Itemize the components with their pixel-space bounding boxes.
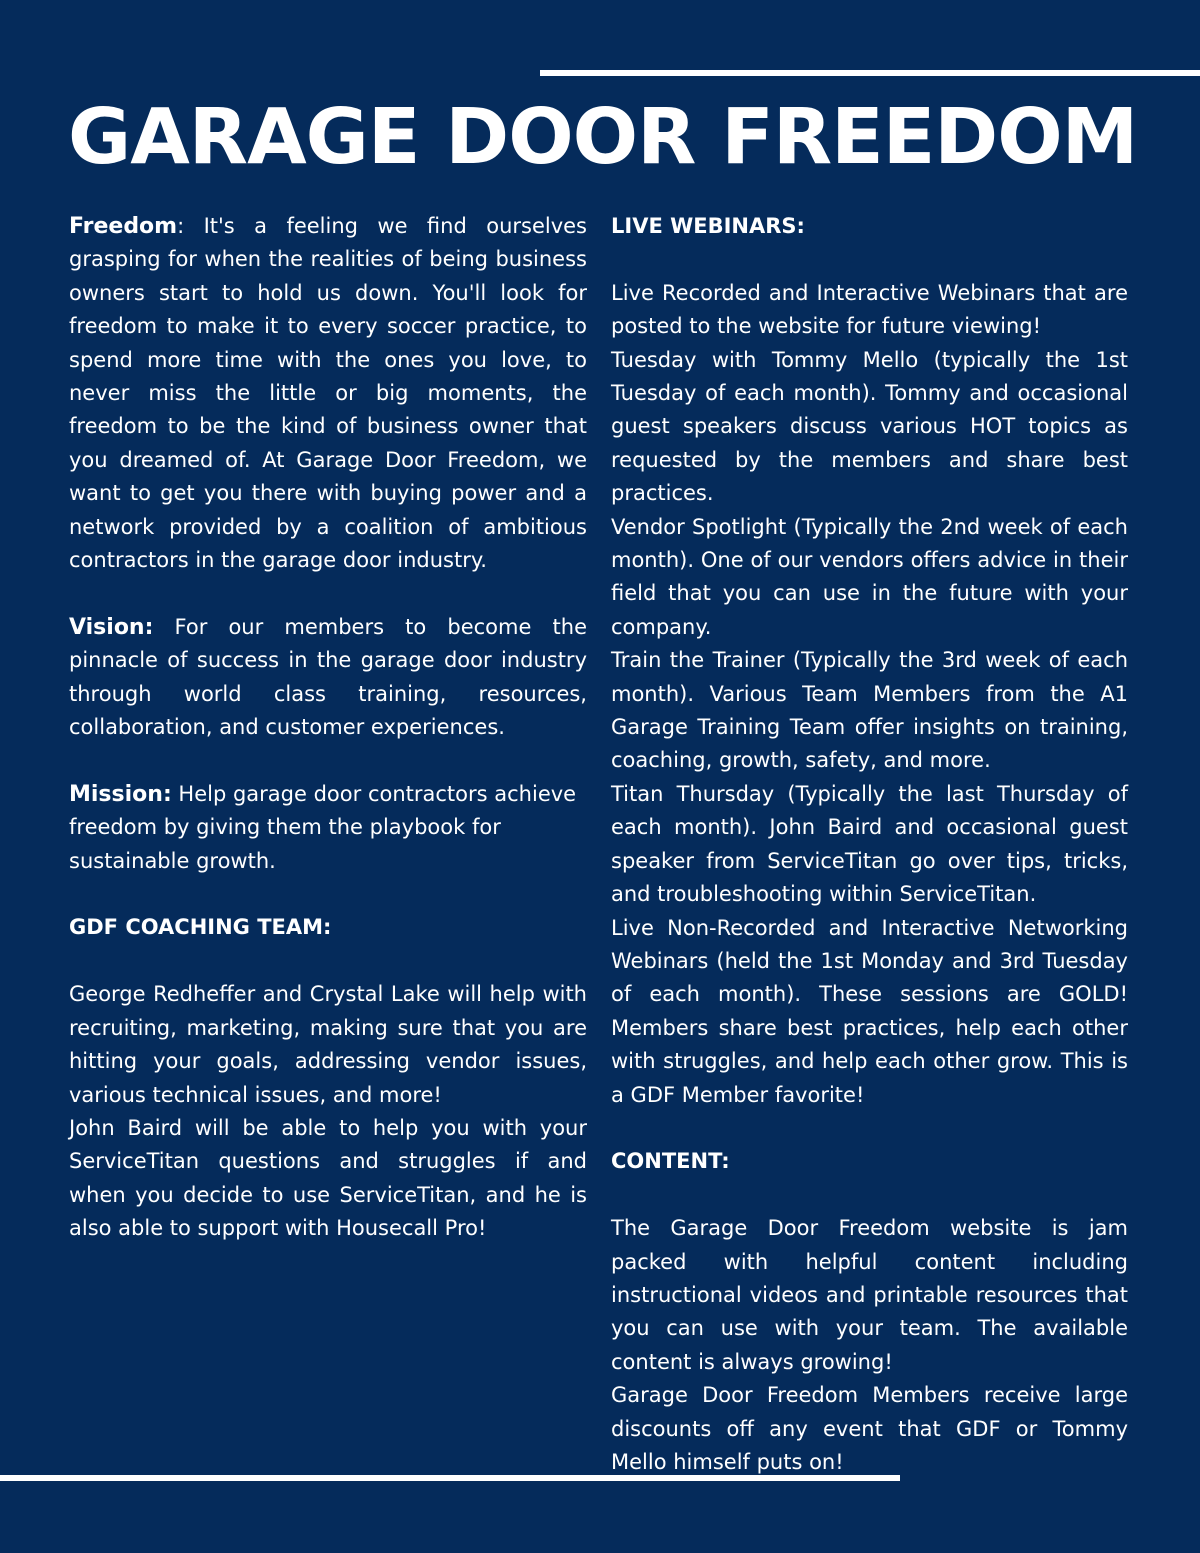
freedom-paragraph xyxy=(69,210,587,577)
freedom-text: : It's a feeling we find ourselves grasping for when the realities of being business owners start to hold us down. You'll look for freedom to make it to every soccer practice, to spend more time with the ones you love, to never miss the little or big moments, the freedom to be the kind of business owner that you dreamed of. At Garage Door Freedom, we want to get you there with buying power and a network provided by a coalition of ambitious contractors in the garage door industry. xyxy=(69,214,587,573)
top-rule xyxy=(540,70,1200,76)
content-paragraph-2: Garage Door Freedom Members receive large discounts off any event that GDF or Tommy Mello himself puts on! xyxy=(611,1383,1128,1474)
mission-label: Mission: xyxy=(69,781,172,807)
content-heading: CONTENT: xyxy=(611,1149,730,1174)
right-column xyxy=(611,210,1128,1479)
webinars-paragraph-5: Titan Thursday (Typically the last Thursday of each month). John Baird and occasional guest speaker from ServiceTitan go over tips, tricks, and troubleshooting within ServiceTitan. xyxy=(611,781,1128,907)
coaching-paragraph-2: John Baird will be able to help you with your ServiceTitan questions and struggles if and when you decide to use ServiceTitan, and he is also able to support with Housecall Pro! xyxy=(69,1115,587,1241)
webinars-paragraph-2: Tuesday with Tommy Mello (typically the 1st Tuesday of each month). Tommy and occasional guest speakers discuss various HOT topics as requested by the members and share best practices. xyxy=(611,347,1128,506)
coaching-paragraph-1: George Redheffer and Crystal Lake will help with recruiting, marketing, making sure that you are hitting your goals, addressing vendor issues, various technical issues, and more! xyxy=(69,982,587,1107)
freedom-label: Freedom xyxy=(69,214,178,239)
webinars-heading: LIVE WEBINARS: xyxy=(611,214,805,238)
mission-text: Help garage door contractors achieve freedom by giving them the playbook for sustainable growth. xyxy=(69,781,577,873)
vision-text: For our members to become the pinnacle of success in the garage door industry through world class training, resources, collaboration, and customer experiences. xyxy=(69,614,587,740)
webinars-paragraph-3: Vendor Spotlight (Typically the 2nd week of each month). One of our vendors offers advice in their field that you can use in the future with your company. xyxy=(611,514,1128,639)
content-paragraph-1: The Garage Door Freedom website is jam packed with helpful content including instructional videos and printable resources that you can use with your team. The available content is always growing! xyxy=(611,1216,1128,1374)
webinars-paragraph-4: Train the Trainer (Typically the 3rd week of each month). Various Team Members from the A1 Garage Training Team offer insights on training, coaching, growth, safety, and more. xyxy=(611,648,1128,773)
left-column xyxy=(69,210,587,1246)
vision-paragraph xyxy=(69,611,587,745)
page-title: GARAGE DOOR FREEDOM xyxy=(68,93,1138,182)
webinars-paragraph-6: Live Non-Recorded and Interactive Networking Webinars (held the 1st Monday and 3rd Tuesday of each month). These sessions are GOLD! Members share best practices, help each other with struggles, and help each other grow. This is a GDF Member favorite! xyxy=(611,915,1128,1107)
mission-paragraph xyxy=(69,778,587,878)
webinars-paragraph-1: Live Recorded and Interactive Webinars that are posted to the website for future viewing! xyxy=(611,280,1128,339)
bottom-rule xyxy=(0,1475,900,1481)
vision-label: Vision: xyxy=(69,614,154,640)
coaching-heading: GDF COACHING TEAM: xyxy=(69,915,332,940)
